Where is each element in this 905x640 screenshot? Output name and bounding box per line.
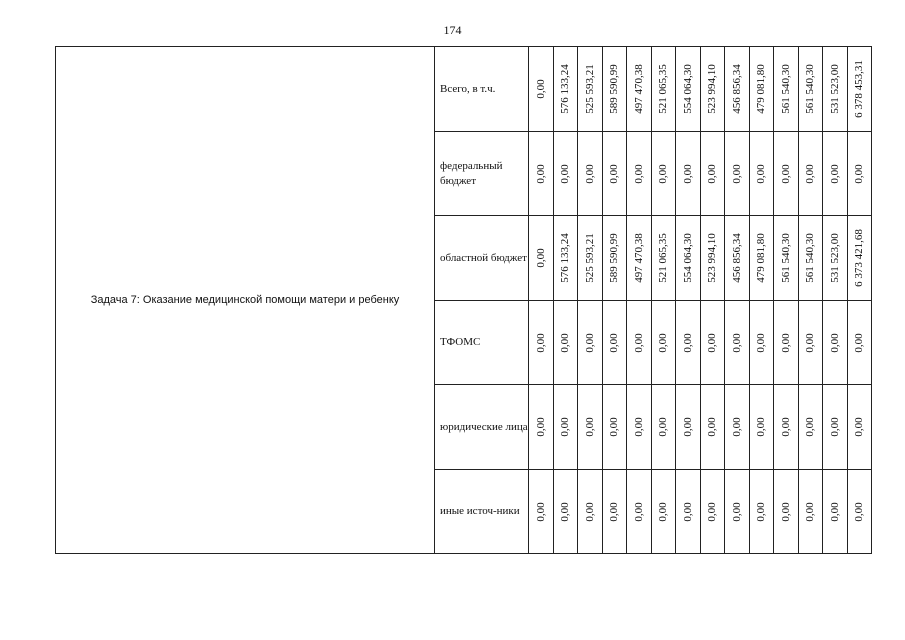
value-text: 0,00	[657, 417, 670, 437]
value-text: 0,00	[583, 501, 596, 522]
value-text: 0,00	[828, 332, 841, 353]
value-text: 525 593,21	[583, 233, 596, 283]
value-text: 0,00	[608, 332, 621, 353]
value-cell	[627, 216, 652, 301]
value-cell	[651, 385, 676, 470]
value-text: 0,00	[853, 332, 866, 353]
value-cell	[725, 385, 750, 470]
value-text: 0,00	[706, 163, 719, 184]
value-text: 0,00	[559, 501, 572, 522]
value-text: 0,00	[779, 163, 792, 184]
value-cell	[749, 216, 774, 301]
value-cell	[529, 301, 554, 385]
value-cell	[553, 216, 578, 301]
value-cell	[602, 301, 627, 385]
value-text: 0,00	[583, 417, 596, 437]
value-cell	[578, 385, 603, 470]
value-cell	[578, 216, 603, 301]
value-cell	[627, 301, 652, 385]
value-text: 0,00	[681, 417, 694, 437]
value-text: 0,00	[632, 163, 645, 184]
value-cell	[676, 470, 701, 554]
value-text: 0,00	[583, 163, 596, 184]
value-cell	[602, 216, 627, 301]
value-text: 6 378 453,31	[853, 60, 866, 118]
value-cell	[749, 470, 774, 554]
value-text: 0,00	[828, 501, 841, 522]
value-cell	[602, 47, 627, 132]
value-text: 0,00	[828, 163, 841, 184]
value-text: 0,00	[608, 417, 621, 437]
value-cell	[725, 216, 750, 301]
funding-source-label: юридические лица	[435, 385, 529, 470]
value-cell	[578, 470, 603, 554]
value-text: 456 856,34	[730, 64, 743, 114]
value-cell	[774, 47, 799, 132]
value-cell	[553, 301, 578, 385]
value-cell	[774, 216, 799, 301]
value-text: 0,00	[804, 501, 817, 522]
value-text: 456 856,34	[730, 233, 743, 283]
value-cell	[823, 216, 848, 301]
value-text: 561 540,30	[804, 233, 817, 283]
page-number: 174	[443, 23, 462, 37]
value-cell	[700, 132, 725, 216]
value-text: 0,00	[534, 417, 547, 437]
value-cell	[823, 470, 848, 554]
value-text: 0,00	[559, 417, 572, 437]
value-cell	[676, 132, 701, 216]
funding-source-label: областной бюджет	[435, 216, 529, 301]
value-text: 576 133,24	[559, 233, 572, 283]
funding-source-label: федеральный бюджет	[435, 132, 529, 216]
value-text: 0,00	[853, 501, 866, 522]
value-cell	[725, 132, 750, 216]
value-text: 6 373 421,68	[853, 229, 866, 287]
value-text: 0,00	[706, 501, 719, 522]
value-cell	[676, 301, 701, 385]
value-text: 0,00	[608, 501, 621, 522]
value-cell	[847, 470, 872, 554]
value-text: 0,00	[779, 332, 792, 353]
value-text: 0,00	[583, 332, 596, 353]
value-cell	[578, 47, 603, 132]
value-cell	[798, 470, 823, 554]
value-cell	[798, 301, 823, 385]
value-text: 0,00	[559, 332, 572, 353]
value-text: 0,00	[828, 417, 841, 437]
value-text: 0,00	[804, 332, 817, 353]
value-text: 0,00	[534, 163, 547, 184]
value-cell	[749, 47, 774, 132]
task-label: Задача 7: Оказание медицинской помощи матери и ребенку	[56, 47, 435, 554]
value-text: 561 540,30	[779, 64, 792, 114]
value-cell	[627, 132, 652, 216]
funding-source-label: ТФОМС	[435, 301, 529, 385]
value-text: 589 590,99	[608, 233, 621, 283]
value-cell	[676, 385, 701, 470]
value-text: 479 081,80	[755, 233, 768, 283]
table-row	[56, 47, 872, 132]
value-text: 497 470,38	[632, 64, 645, 114]
value-cell	[553, 132, 578, 216]
value-cell	[749, 132, 774, 216]
value-cell	[578, 301, 603, 385]
value-text: 531 523,00	[828, 233, 841, 283]
value-text: 554 064,30	[681, 64, 694, 114]
value-text: 576 133,24	[559, 64, 572, 114]
value-text: 0,00	[804, 163, 817, 184]
value-cell	[847, 132, 872, 216]
value-text: 0,00	[534, 332, 547, 353]
value-cell	[700, 216, 725, 301]
value-text: 523 994,10	[706, 233, 719, 283]
value-text: 0,00	[608, 163, 621, 184]
value-cell	[651, 47, 676, 132]
value-cell	[529, 385, 554, 470]
value-text: 479 081,80	[755, 64, 768, 114]
value-text: 0,00	[632, 332, 645, 353]
value-cell	[627, 385, 652, 470]
value-cell	[700, 47, 725, 132]
value-cell	[676, 47, 701, 132]
value-text: 521 065,35	[657, 64, 670, 114]
value-text: 0,00	[534, 248, 547, 268]
value-cell	[553, 385, 578, 470]
value-text: 0,00	[706, 332, 719, 353]
value-text: 525 593,21	[583, 64, 596, 114]
value-text: 497 470,38	[632, 233, 645, 283]
value-cell	[725, 470, 750, 554]
value-text: 0,00	[681, 163, 694, 184]
value-cell	[725, 47, 750, 132]
value-cell	[823, 385, 848, 470]
value-text: 0,00	[632, 417, 645, 437]
value-cell	[725, 301, 750, 385]
value-text: 561 540,30	[779, 233, 792, 283]
value-text: 0,00	[657, 163, 670, 184]
value-cell	[847, 301, 872, 385]
value-cell	[798, 47, 823, 132]
funding-source-label: иные источ-ники	[435, 470, 529, 554]
value-cell	[651, 216, 676, 301]
value-text: 0,00	[657, 501, 670, 522]
value-cell	[798, 132, 823, 216]
value-cell	[553, 470, 578, 554]
value-cell	[602, 470, 627, 554]
value-cell	[823, 301, 848, 385]
value-cell	[823, 132, 848, 216]
value-cell	[602, 132, 627, 216]
value-cell	[749, 301, 774, 385]
value-text: 0,00	[779, 501, 792, 522]
value-text: 0,00	[534, 79, 547, 99]
value-cell	[578, 132, 603, 216]
value-cell	[651, 470, 676, 554]
value-cell	[798, 385, 823, 470]
value-text: 0,00	[730, 332, 743, 353]
value-cell	[774, 385, 799, 470]
value-text: 0,00	[779, 417, 792, 437]
value-cell	[553, 47, 578, 132]
value-text: 521 065,35	[657, 233, 670, 283]
value-text: 0,00	[706, 417, 719, 437]
value-cell	[847, 385, 872, 470]
value-text: 0,00	[632, 501, 645, 522]
value-cell	[847, 216, 872, 301]
value-text: 0,00	[730, 501, 743, 522]
value-cell	[627, 47, 652, 132]
value-text: 0,00	[730, 417, 743, 437]
value-text: 531 523,00	[828, 64, 841, 114]
value-cell	[774, 301, 799, 385]
value-text: 523 994,10	[706, 64, 719, 114]
value-text: 0,00	[681, 332, 694, 353]
value-text: 0,00	[657, 332, 670, 353]
value-cell	[700, 385, 725, 470]
value-cell	[676, 216, 701, 301]
value-text: 0,00	[804, 417, 817, 437]
value-text: 589 590,99	[608, 64, 621, 114]
value-cell	[602, 385, 627, 470]
value-cell	[774, 470, 799, 554]
value-text: 0,00	[755, 163, 768, 184]
value-cell	[529, 132, 554, 216]
value-text: 0,00	[559, 163, 572, 184]
value-text: 0,00	[853, 163, 866, 184]
value-cell	[700, 301, 725, 385]
value-cell	[749, 385, 774, 470]
value-cell	[798, 216, 823, 301]
funding-table-body	[56, 47, 872, 554]
value-cell	[774, 132, 799, 216]
value-cell	[823, 47, 848, 132]
value-cell	[529, 470, 554, 554]
value-text: 0,00	[755, 501, 768, 522]
funding-source-label: Всего, в т.ч.	[435, 47, 529, 132]
value-text: 0,00	[534, 501, 547, 522]
value-text: 0,00	[681, 501, 694, 522]
value-text: 0,00	[730, 163, 743, 184]
value-cell	[700, 470, 725, 554]
value-text: 0,00	[853, 417, 866, 437]
value-text: 0,00	[755, 332, 768, 353]
value-cell	[847, 47, 872, 132]
value-cell	[651, 301, 676, 385]
funding-table	[55, 46, 872, 554]
value-cell	[651, 132, 676, 216]
value-cell	[627, 470, 652, 554]
value-text: 0,00	[755, 417, 768, 437]
value-text: 561 540,30	[804, 64, 817, 114]
value-cell	[529, 47, 554, 132]
value-cell	[529, 216, 554, 301]
value-text: 554 064,30	[681, 233, 694, 283]
